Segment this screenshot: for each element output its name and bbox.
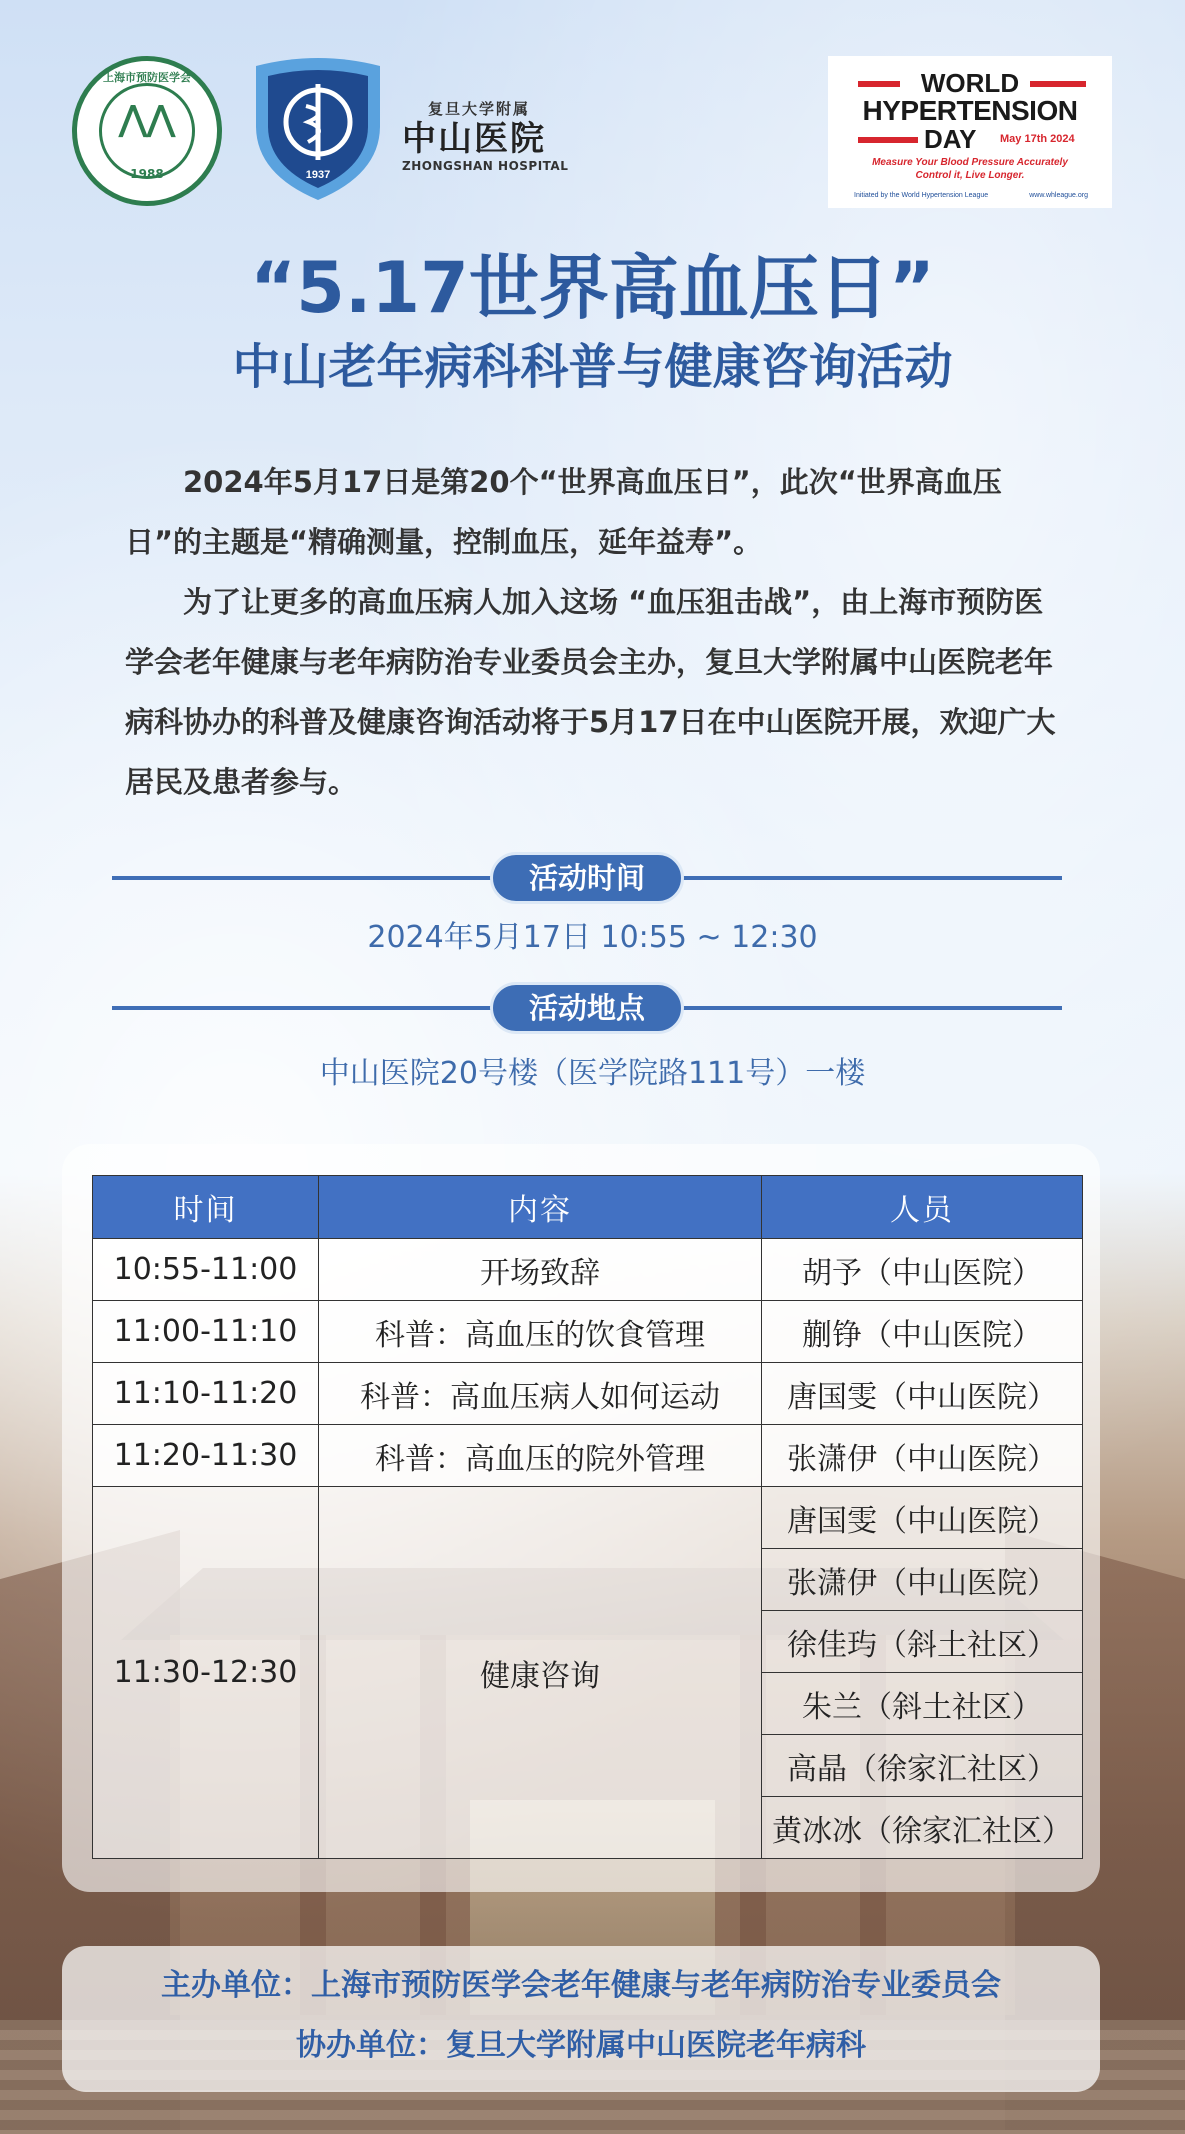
whd-red-bar <box>858 81 900 87</box>
sub-title: 中山老年病科科普与健康咨询活动 <box>232 339 953 395</box>
table-row <box>93 1425 1083 1487</box>
main-title: “5.17世界高血压日” <box>250 247 935 329</box>
organizer-text: 主办单位：上海市预防医学会老年健康与老年病防治专业委员会 <box>161 1968 1001 2003</box>
table-row <box>93 1301 1083 1363</box>
intro-paragraph-1: 2024年5月17日是第20个“世界高血压日”，此次“世界高血压日”的主题是“精确测量，控制血压，延年益寿”。 <box>125 465 1002 559</box>
header-time: 时间 <box>93 1176 319 1239</box>
whd-word-world: WORLD <box>920 68 1020 98</box>
cell-staff: 张潇伊（中山医院） <box>762 1549 1083 1611</box>
cell-content: 开场致辞 <box>319 1239 762 1301</box>
hospital-shield-logo <box>248 56 388 202</box>
cell-time: 11:00-11:10 <box>93 1301 319 1363</box>
event-location-value: 中山医院20号楼（医学院路111号）一楼 <box>319 1056 866 1091</box>
cell-time: 10:55-11:00 <box>93 1239 319 1301</box>
table-row <box>93 1239 1083 1301</box>
cell-staff: 徐佳玙（斜土社区） <box>762 1611 1083 1673</box>
whd-line1 <box>840 70 1100 96</box>
whd-footer-right: www.whleague.org <box>1029 192 1088 199</box>
association-logo-text: 上海市预防医学会 <box>103 71 191 84</box>
schedule-header-row <box>93 1176 1083 1239</box>
hospital-shield-year: 1937 <box>305 169 331 181</box>
whd-footer <box>840 192 1100 202</box>
event-time-header <box>112 852 1062 904</box>
whd-tagline-2: Control it, Live Longer. <box>915 170 1025 181</box>
schedule-table <box>92 1175 1083 1859</box>
header-content: 内容 <box>319 1176 762 1239</box>
whd-word-hypertension: HYPERTENSION <box>862 95 1078 126</box>
cell-staff: 蒯铮（中山医院） <box>762 1301 1083 1363</box>
cell-staff: 唐国雯（中山医院） <box>762 1363 1083 1425</box>
hospital-logo-text <box>402 98 572 173</box>
intro-paragraph-2: 为了让更多的高血压病人加入这场 “血压狙击战”，由上海市预防医学会老年健康与老年病防治专业委员会主办，复旦大学附属中山医院老年病科协办的科普及健康咨询活动将于5月17日在中山医院开展，欢迎广大居民及患者参与。 <box>125 585 1056 799</box>
whd-word-day: DAY <box>924 124 977 154</box>
event-time-label: 活动时间 <box>490 852 684 904</box>
intro-text <box>125 452 1070 812</box>
event-time-value: 2024年5月17日 10:55 ~ 12:30 <box>367 920 818 955</box>
cell-time: 11:20-11:30 <box>93 1425 319 1487</box>
hospital-affiliation: 复旦大学附属 <box>428 100 531 118</box>
association-logo-year: 1988 <box>130 167 164 181</box>
cell-staff: 黄冰冰（徐家汇社区） <box>762 1797 1083 1859</box>
association-logo-mark-icon: ⋀⋀ <box>119 99 175 139</box>
co-organizer-text: 协办单位：复旦大学附属中山医院老年病科 <box>296 2028 866 2063</box>
whd-line3 <box>840 126 1100 152</box>
cell-staff: 高晶（徐家汇社区） <box>762 1735 1083 1797</box>
table-row <box>93 1363 1083 1425</box>
cell-staff: 胡予（中山医院） <box>762 1239 1083 1301</box>
cell-staff: 唐国雯（中山医院） <box>762 1487 1083 1549</box>
cell-time: 11:10-11:20 <box>93 1363 319 1425</box>
whd-tagline-1: Measure Your Blood Pressure Accurately <box>872 157 1068 168</box>
cell-content: 健康咨询 <box>319 1487 762 1859</box>
association-logo <box>72 56 222 206</box>
event-location-label: 活动地点 <box>490 982 684 1034</box>
world-hypertension-day-logo <box>828 56 1112 208</box>
cell-content: 科普：高血压的院外管理 <box>319 1425 762 1487</box>
hospital-name-en: ZHONGSHAN HOSPITAL <box>402 159 569 173</box>
whd-red-bar <box>1030 81 1086 87</box>
cell-time: 11:30-12:30 <box>93 1487 319 1859</box>
whd-red-bar <box>858 137 918 143</box>
event-location-header <box>112 982 1062 1034</box>
whd-date: May 17th 2024 <box>1000 133 1075 145</box>
cell-staff: 朱兰（斜土社区） <box>762 1673 1083 1735</box>
whd-tagline <box>840 156 1100 182</box>
whd-footer-left: Initiated by the World Hypertension League <box>854 192 989 199</box>
table-row <box>93 1487 1083 1549</box>
cell-content: 科普：高血压的饮食管理 <box>319 1301 762 1363</box>
header-staff: 人员 <box>762 1176 1083 1239</box>
cell-staff: 张潇伊（中山医院） <box>762 1425 1083 1487</box>
hospital-name: 中山医院 <box>402 119 546 159</box>
cell-content: 科普：高血压病人如何运动 <box>319 1363 762 1425</box>
